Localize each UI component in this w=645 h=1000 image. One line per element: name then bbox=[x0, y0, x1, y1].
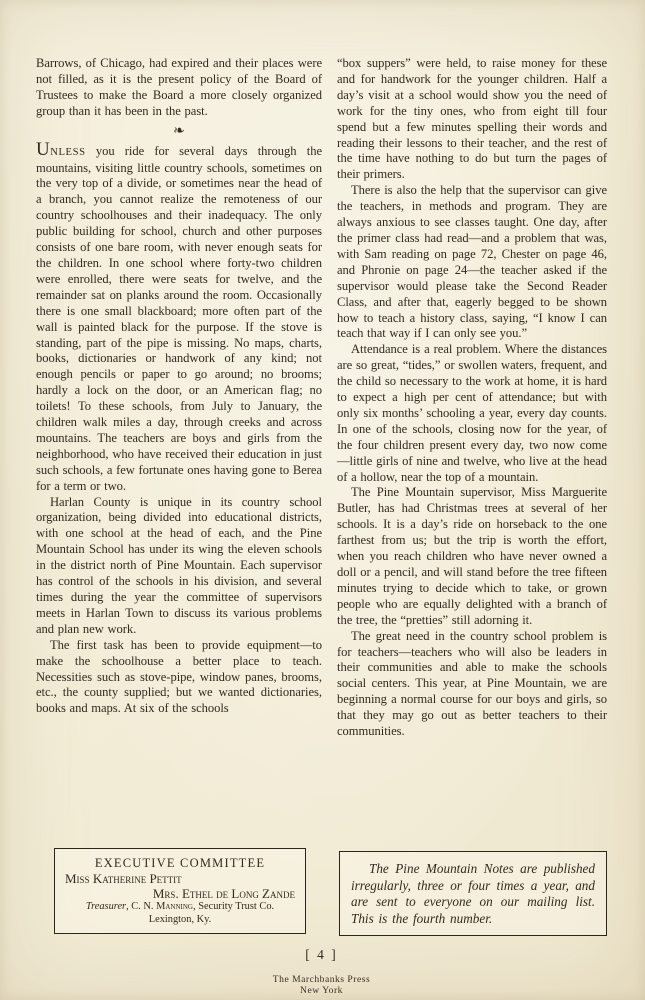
press-name: The Marchbanks Press bbox=[272, 974, 371, 985]
body-paragraph: There is also the help that the supervisor can give the teachers, in methods and program. They are always anxious to see classes taught. One day, after the primer class had read—and a problem that was, with Sam reading on page 72, Chester on page 46, and Phronie on page 24—the teacher asked if the supervisor would please take the Second Reader Class, and after that, eagerly begged to be shown how to teach a history class, saying, “I know I can teach that way if I can only see you.” bbox=[337, 183, 607, 341]
page-footer bbox=[36, 947, 607, 996]
publication-notes-text: The Pine Mountain Notes are published irregularly, three or four times a year, and are sent to everyone on our mailing list. This is the fourth number. bbox=[351, 860, 595, 927]
right-column bbox=[337, 56, 607, 938]
committee-box-title: EXECUTIVE COMMITTEE bbox=[94, 856, 266, 870]
treasurer-name: Manning bbox=[156, 901, 193, 912]
body-paragraph: The Pine Mountain supervisor, Miss Marguerite Butler, has had Christmas trees at several of her schools. It is a day’s ride on horseback to the one farthest from us; but the trip is worth the effort, when you reach children who have never owned a doll or a pencil, and will stand before the tree fifteen minutes trying to decide which to take, or grown people who are equally delighted with a branch of the tree, the “pretties” still adorning it. bbox=[337, 485, 607, 627]
body-paragraph: The great need in the country school problem is for teachers—teachers who will also be leaders in their communities and able to make the schools social centers. This year, at Pine Mountain, we are beginning a normal course for our boys and girls, so that they may go out as better teachers to their communities. bbox=[337, 628, 607, 739]
lead-small-caps: NLESS bbox=[50, 146, 86, 158]
publication-notes-box bbox=[339, 851, 607, 936]
committee-member: Miss Katherine Pettit bbox=[65, 871, 182, 886]
body-paragraph: “box suppers” were held, to raise money for these and for handwork for the younger children. Half a day’s visit at a school would show you the need of work for the tiny ones, who from eight till four spend but a few minutes spelling their words and reading their lessons to their teacher, and the rest of the time have nothing to do but turn the pages of their primers. bbox=[337, 56, 607, 182]
treasurer-rest: , Security Trust Co. bbox=[193, 901, 275, 912]
body-paragraph: Attendance is a real problem. Where the distances are so great, “tides,” or swollen waters, frequent, and the child so necessary to the work at home, it is hard to expect a high per cent of attendance; but with only six months’ schooling a year, every day counts. In one of the schools, closing now for the year, of the four children present every day, two now come—little girls of nine and twelve, who live at the head of a hollow, near the top of a mountain. bbox=[337, 342, 607, 484]
body-paragraph: The first task has been to provide equipment—to make the schoolhouse a better place to teach. Necessities such as stove-pipe, window panes, brooms, etc., the county supplied; but we wanted dictionaries, books and maps. At six of the schools bbox=[36, 637, 322, 716]
two-column-layout bbox=[36, 56, 607, 938]
body-paragraph: Harlan County is unique in its country school organization, being divided into educational districts, with one school at the head of each, and the Pine Mountain School has under its wing the eleven schools in the district north of Pine Mountain. Each supervisor has control of the schools in his division, and several times during the year the committee of supervisors meets in Harlan Town to discuss its various problems and plan new work. bbox=[36, 494, 322, 636]
treasurer-address: Lexington, Ky. bbox=[148, 913, 212, 925]
treasurer-label: Treasurer bbox=[85, 901, 127, 912]
treasurer-line bbox=[63, 901, 297, 914]
paragraph-text: you ride for several days through the mountains, visiting little country schools, sometimes on the very top of a divide, or sometimes near the head of a branch, you cannot realize the remoteness of our country schoolhouses and their inadequacy. The only public building for school, church and other purposes consists of one bare room, with never enough seats for the children. In one school where forty-two children were enrolled, there were seats for twelve, and the remainder sat on planks around the room. Occasionally there is one small blackboard; more often part of the wall is painted black for the purpose. If the stove is standing, part of the pipe is missing. No maps, charts, books, dictionaries or handwork of any kind; not enough pencils or paper to go around; no brooms; hardly a lock on the door, or an American flag; no toilets! To these schools, from July to January, the children walk miles a day, through creeks and across mountains. The teachers are boys and girls from the neighborhood, who have received their education in just such schools, a few fortunate ones having gone to Berea for a term or two. bbox=[36, 143, 322, 493]
printer-imprint bbox=[36, 974, 607, 996]
press-city: New York bbox=[300, 985, 343, 996]
treasurer-mid: , C. N. bbox=[126, 901, 157, 912]
fleuron-ornament-icon: ❧ bbox=[173, 123, 185, 139]
body-paragraph: Barrows, of Chicago, had expired and their places were not filled, as it is the present policy of the Board of Trustees to make the Board a more closely organized group than it has been in the past. bbox=[36, 56, 322, 118]
committee-member: Mrs. Ethel de Long Zande bbox=[152, 886, 295, 901]
executive-committee-box bbox=[54, 848, 306, 934]
left-column bbox=[36, 56, 322, 938]
lead-capital: U bbox=[36, 138, 51, 160]
body-paragraph bbox=[36, 138, 322, 495]
page-number: [ 4 ] bbox=[305, 947, 338, 962]
